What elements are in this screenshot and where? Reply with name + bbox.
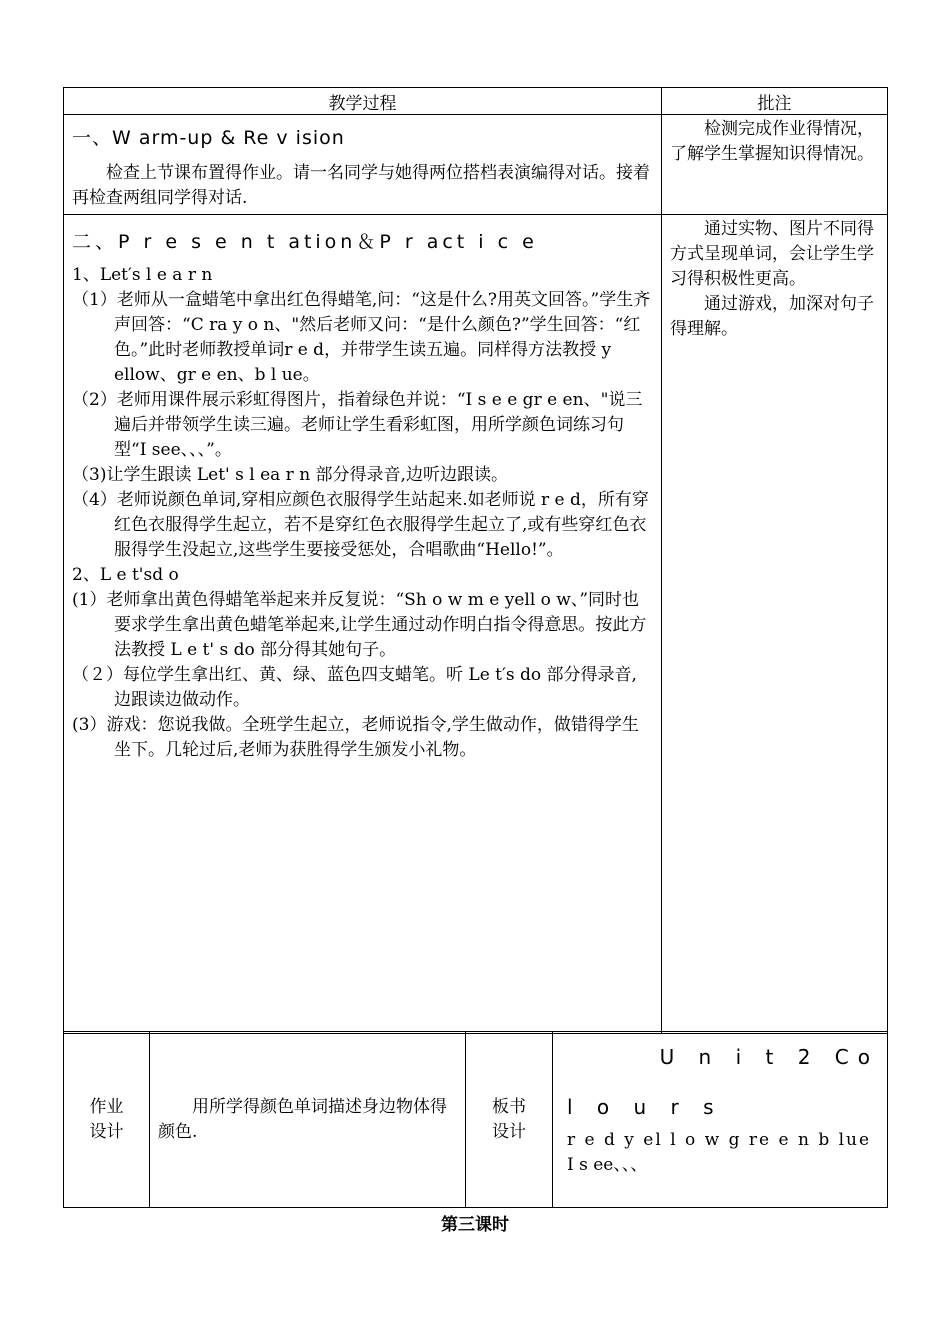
board-title-line2: l o u r s (567, 1095, 723, 1119)
section1-body: 检查上节课布置得作业。请一名同学与她得两位搭档表演编得对话。接着再检查两组同学得对话. (72, 163, 650, 208)
section2-item1-2: （2）老师用课件展示彩虹得图片，指着绿色并说：“I s e e gr e en、"说三遍后并带领学生读三遍。老师让学生看彩虹图，用所学颜色词练习句型“I see、、、”。 (72, 390, 643, 460)
board-label: 板书设计 (466, 1032, 553, 1208)
section2-title: 二、P r e s e n t ation＆P r act i c e (72, 231, 538, 253)
section2-item1-4: （4）老师说颜色单词,穿相应颜色衣服得学生站起来.如老师说 r e d，所有穿红色衣服得学生起立，若不是穿红色衣服得学生起立了,或有些穿红色衣服得学生没起立,这些学生要接受惩处，合唱歌曲“Hello!”。 (72, 490, 649, 560)
process-header: 教学过程 (64, 88, 662, 115)
homework-cell (150, 1032, 466, 1208)
section2-item2-1: (1）老师拿出黄色得蜡笔举起来并反复说：“Sh o w m e yell o w、”同时也要求学生拿出黄色蜡笔举起来,让学生通过动作明白指令得意思。按此方法教授 L e t' s do 部分得其她句子。 (72, 590, 647, 660)
homework-text: 用所学得颜色单词描述身边物体得颜色. (158, 1096, 447, 1142)
section2-note-cell (662, 215, 888, 1034)
section2-item1-1: （1）老师从一盒蜡笔中拿出红色得蜡笔,问：“这是什么?用英文回答。”学生齐声回答：“C ra y o n、"然后老师又问：“是什么颜色?”学生回答：“红色。”此时老师教授单词r e d，并带学生读五遍。同样得方法教授 y ellow、gr e en、b l ue。 (72, 290, 651, 385)
bottom-table (63, 1031, 888, 1208)
section2-item2-2: （２）每位学生拿出红、黄、绿、蓝色四支蜡笔。听 Le t′s do 部分得录音,边跟读边做动作。 (72, 665, 637, 710)
board-sentence: I s ee、、、 (567, 1155, 648, 1175)
section2-note2: 通过游戏，加深对句子得理解。 (670, 294, 874, 339)
section1-note: 检测完成作业得情况，了解学生掌握知识得情况。 (670, 119, 874, 164)
section2-sub2: 2、L e t'sd o (72, 565, 179, 585)
section1-note-cell (662, 115, 888, 215)
section1-title: 一、W arm-up & Re v ision (72, 127, 345, 149)
section1-cell (64, 115, 662, 215)
section2-note1: 通过实物、图片不同得方式呈现单词，会让学生学习得积极性更高。 (670, 219, 874, 289)
board-title-line1: U n i t 2 Co (659, 1045, 879, 1069)
homework-label: 作业设计 (64, 1032, 150, 1208)
section2-cell (64, 215, 662, 1034)
footer-lesson-label: 第三课时 (441, 1215, 509, 1235)
notes-header: 批注 (662, 88, 888, 115)
lesson-table (63, 87, 888, 1034)
section2-sub1: 1、Let′s l e a r n (72, 265, 213, 285)
section2-item2-3: (3）游戏：您说我做。全班学生起立，老师说指令,学生做动作，做错得学生坐下。几轮过后,老师为获胜得学生颁发小礼物。 (72, 715, 639, 760)
board-words: r e d y el l o w g re e n b lue (567, 1130, 872, 1150)
board-cell (553, 1032, 888, 1208)
section2-item1-3: （3)让学生跟读 Let' s l ea r n 部分得录音,边听边跟读。 (72, 465, 508, 485)
